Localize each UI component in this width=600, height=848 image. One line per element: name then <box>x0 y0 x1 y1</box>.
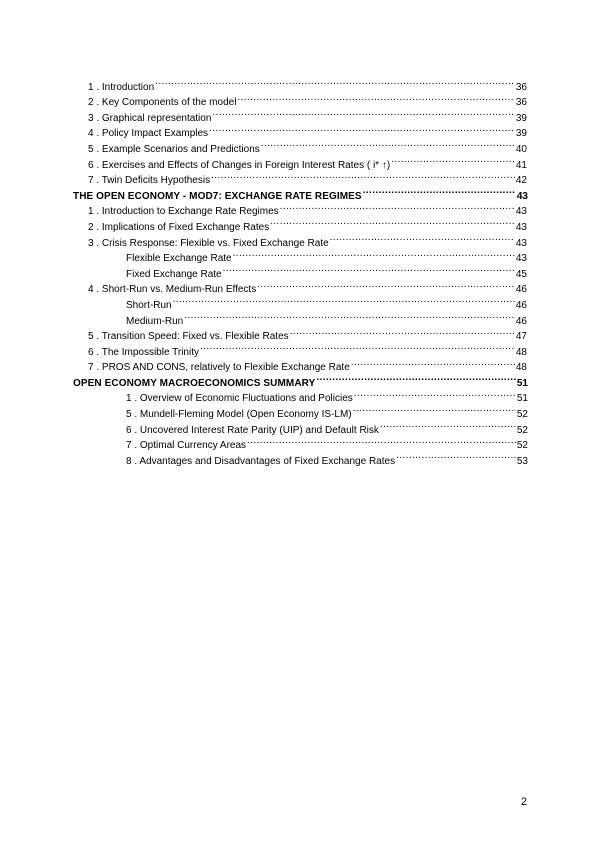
toc-entry[interactable] <box>0 339 600 358</box>
dot-leader <box>354 386 516 402</box>
toc-entry[interactable] <box>0 324 600 343</box>
toc-entry[interactable] <box>0 214 600 233</box>
dot-leader <box>247 433 516 449</box>
toc-entry-page: 52 <box>516 440 528 452</box>
toc-entry-title: 2 . Implications of Fixed Exchange Rates <box>88 221 270 233</box>
dot-leader <box>257 277 515 293</box>
toc-entry[interactable] <box>0 230 600 249</box>
toc-entry-title: 5 . Mundell-Fleming Model (Open Economy IS-LM) <box>126 409 352 421</box>
toc-section-heading[interactable] <box>0 183 600 202</box>
dot-leader <box>200 339 515 355</box>
toc-entry-page: 52 <box>516 424 528 436</box>
toc-entry-title: 7 . PROS AND CONS, relatively to Flexible Exchange Rate <box>88 362 350 374</box>
toc-entry-title: 4 . Short-Run vs. Medium-Run Effects <box>88 284 257 296</box>
toc-entry[interactable] <box>0 199 600 218</box>
page-number: 2 <box>520 796 527 808</box>
dot-leader <box>351 355 515 371</box>
dot-leader <box>237 90 514 106</box>
toc-entry-page: 43 <box>515 221 527 233</box>
toc-entry-page: 40 <box>515 143 527 155</box>
dot-leader <box>233 246 515 262</box>
toc-entry-title: 7 . Optimal Currency Areas <box>126 440 247 452</box>
toc-entry-title: 3 . Graphical representation <box>88 112 212 124</box>
toc-entry-title: 3 . Crisis Response: Flexible vs. Fixed Exchange Rate <box>88 237 329 249</box>
dot-leader <box>209 121 515 137</box>
toc-entry-page: 46 <box>515 315 527 327</box>
toc-entry-page: 51 <box>516 393 528 405</box>
toc-entry-page: 43 <box>515 253 527 265</box>
toc-entry-page: 52 <box>516 409 528 421</box>
toc-entry-title: 8 . Advantages and Disadvantages of Fixed Exchange Rates <box>126 455 396 467</box>
dot-leader <box>396 448 516 464</box>
toc-entry-title: 6 . Uncovered Interest Rate Parity (UIP) and Default Risk <box>126 424 379 436</box>
dot-leader <box>363 183 516 199</box>
toc-entry-page: 36 <box>515 81 527 93</box>
toc-entry-page: 42 <box>515 175 527 187</box>
toc-entry[interactable] <box>0 355 600 374</box>
toc-entry-title: 1 . Introduction to Exchange Rate Regimes <box>88 206 279 218</box>
toc-entry-title: 6 . The Impossible Trinity <box>88 346 199 358</box>
toc-entry-page: 47 <box>515 331 527 343</box>
toc-entry-page: 43 <box>515 237 527 249</box>
toc-entry[interactable] <box>0 401 600 421</box>
dot-leader <box>223 261 515 277</box>
toc-section-heading[interactable] <box>0 370 600 389</box>
toc-entry-page: 48 <box>515 346 527 358</box>
toc-entry-title: Fixed Exchange Rate <box>126 268 222 280</box>
toc-subentry[interactable] <box>0 261 600 280</box>
dot-leader <box>270 214 515 230</box>
toc-entry-page: 39 <box>515 112 527 124</box>
toc-entry-title: OPEN ECONOMY MACROECONOMICS SUMMARY <box>73 377 316 389</box>
toc-entry[interactable] <box>0 121 600 140</box>
toc-subentry[interactable] <box>0 292 600 311</box>
dot-leader <box>353 401 516 417</box>
toc-entry-page: 45 <box>515 268 527 280</box>
toc-entry-title: 4 . Policy Impact Examples <box>88 128 209 140</box>
dot-leader <box>391 152 515 168</box>
dot-leader <box>280 199 515 215</box>
dot-leader <box>316 370 515 386</box>
dot-leader <box>211 168 515 184</box>
toc-entry[interactable] <box>0 168 600 187</box>
toc-entry[interactable] <box>0 448 600 467</box>
dot-leader <box>261 136 515 152</box>
toc-entry[interactable] <box>0 152 600 171</box>
dot-leader <box>290 324 515 340</box>
toc-entry-title: THE OPEN ECONOMY - MOD7: EXCHANGE RATE REGIMES <box>73 190 362 202</box>
toc-entry-title: 7 . Twin Deficits Hypothesis <box>88 175 211 187</box>
toc-entry[interactable] <box>0 277 600 296</box>
toc-entry[interactable] <box>0 74 600 93</box>
toc-entry-title: 5 . Example Scenarios and Predictions <box>88 143 260 155</box>
dot-leader <box>173 292 515 308</box>
toc-entry-title: Flexible Exchange Rate <box>126 253 232 265</box>
dot-leader <box>330 230 515 246</box>
dot-leader <box>380 417 516 433</box>
toc-subentry[interactable] <box>0 246 600 265</box>
toc-entry-page: 36 <box>515 97 527 109</box>
toc-entry-page: 53 <box>516 455 528 467</box>
toc-entry-page: 51 <box>516 377 528 389</box>
toc-entry-page: 48 <box>515 362 527 374</box>
toc-entry-title: 1 . Overview of Economic Fluctuations and Policies <box>126 393 353 405</box>
toc-entry-page: 39 <box>515 128 527 140</box>
toc-entry[interactable] <box>0 105 600 124</box>
toc-entry-page: 46 <box>515 284 527 296</box>
toc-entry-title: 2 . Key Components of the model <box>88 97 237 109</box>
toc-entry-title: 6 . Exercises and Effects of Changes in Foreign Interest Rates ( i* ↑) <box>88 159 391 171</box>
toc-entry[interactable] <box>0 433 600 452</box>
toc-entry-page: 46 <box>515 299 527 311</box>
toc-entry-title: 1 . Introduction <box>88 81 155 93</box>
toc-entry-title: 5 . Transition Speed: Fixed vs. Flexible Rates <box>88 331 289 343</box>
dot-leader <box>184 308 515 324</box>
table-of-contents <box>0 74 600 467</box>
toc-entry-page: 43 <box>515 206 527 218</box>
dot-leader <box>212 105 514 121</box>
toc-entry-title: Short-Run <box>126 299 172 311</box>
toc-entry-page: 43 <box>516 190 528 202</box>
toc-entry[interactable] <box>0 136 600 155</box>
toc-entry[interactable] <box>0 386 600 405</box>
dot-leader <box>155 74 515 90</box>
toc-entry-page: 41 <box>515 159 527 171</box>
toc-entry[interactable] <box>0 417 600 436</box>
toc-entry[interactable] <box>0 90 600 109</box>
toc-subentry[interactable] <box>0 308 600 327</box>
toc-entry-title: Medium-Run <box>126 315 184 327</box>
